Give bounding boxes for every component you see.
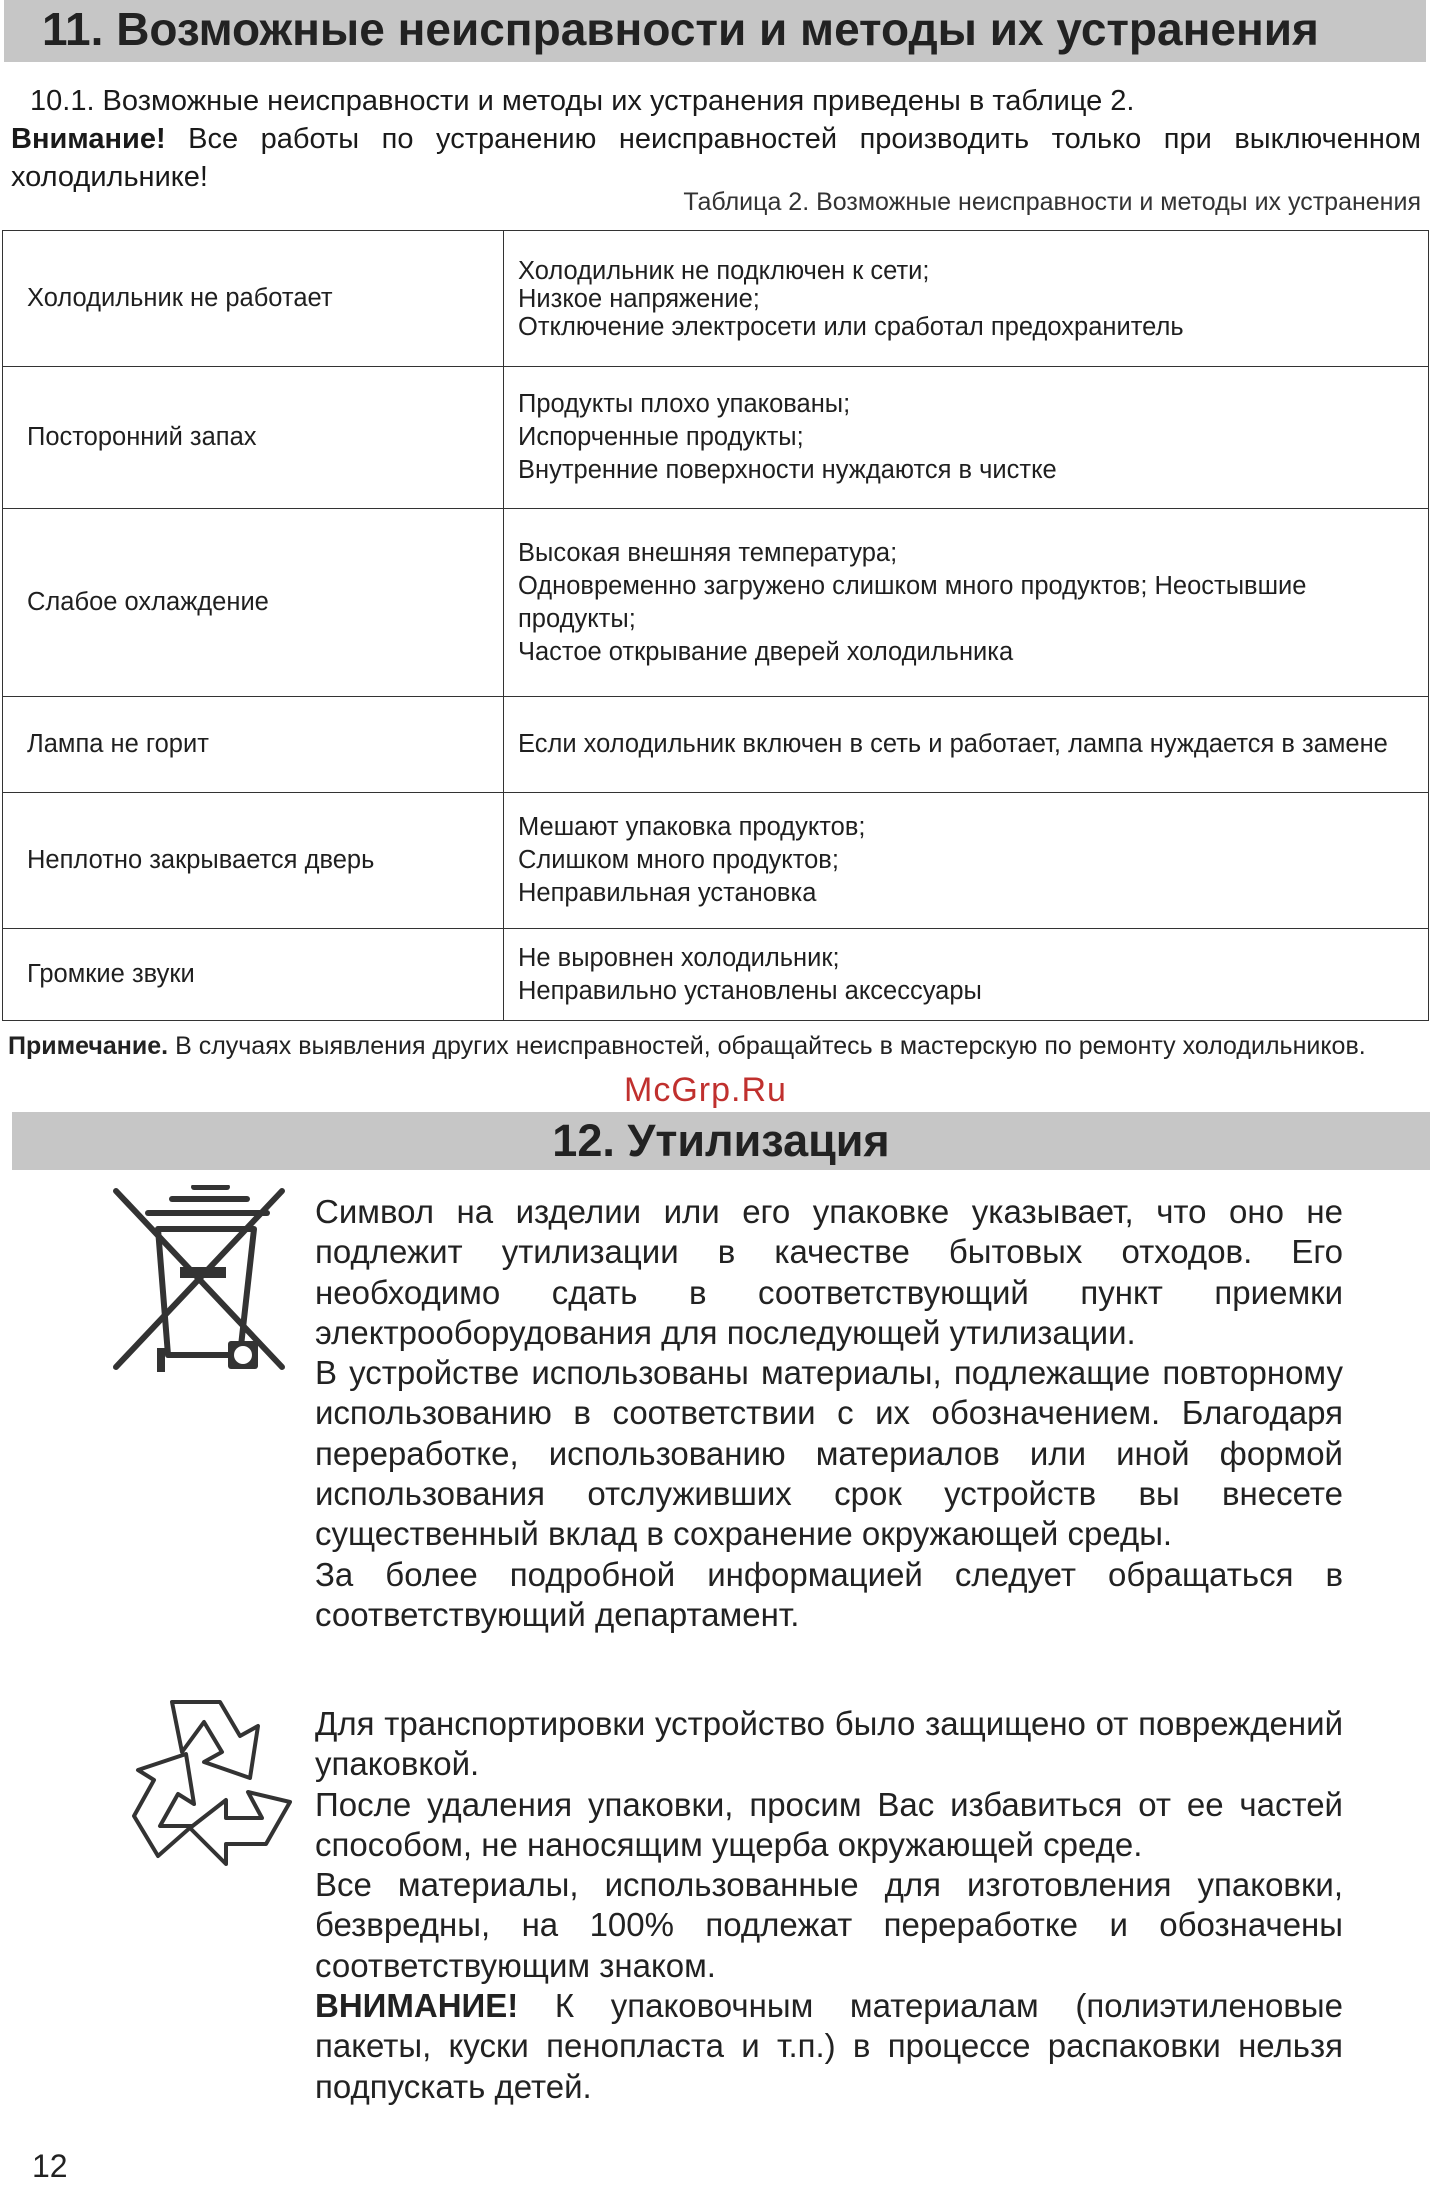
table-row — [3, 367, 1429, 509]
cause-cell — [504, 367, 1429, 509]
cause-line: Внутренние поверхности нуждаются в чистке — [518, 456, 1057, 484]
cause-cell — [504, 509, 1429, 697]
warning-paragraph — [315, 1986, 1343, 2107]
disposal-paragraph: За более подробной информацией следует обращаться в соответствующий департамент. — [315, 1555, 1343, 1633]
crossed-out-wheelie-bin-icon — [112, 1185, 290, 1375]
cause-line: Холодильник не подключен к сети; — [518, 256, 930, 285]
cause-cell — [504, 929, 1429, 1021]
recycling-arrows-icon — [112, 1692, 298, 1872]
table-row — [3, 231, 1429, 367]
cause-cell — [504, 793, 1429, 929]
cause-line: Испорченные продукты; — [518, 423, 804, 451]
section-11-heading: 11. Возможные неисправности и методы их устранения — [4, 0, 1426, 62]
fault-cell: Посторонний запах — [3, 367, 504, 509]
cause-line: Неправильно установлены аксессуары — [518, 976, 982, 1005]
table-row — [3, 929, 1429, 1021]
note-label: Примечание. — [8, 1032, 169, 1060]
cause-line: Мешают упаковка продуктов; — [518, 813, 866, 841]
packaging-paragraph: После удаления упаковки, просим Вас избавиться от ее частей способом, не наносящим ущерба окружающей среде. — [315, 1785, 1343, 1863]
disposal-paragraph: Символ на изделии или его упаковке указывает, что оно не подлежит утилизации в качестве бытовых отходов. Его необходимо сдать в соответствующий пункт приемки электрооборудования для последующей утилизации. — [315, 1193, 1343, 1351]
cause-line: Одновременно загружено слишком много продуктов; Неостывшие продукты; — [518, 571, 1307, 633]
packaging-text — [315, 1704, 1343, 2107]
fault-cell: Лампа не горит — [3, 697, 504, 793]
faults-table — [2, 230, 1429, 1021]
attention-paragraph — [11, 120, 1421, 196]
fault-cell: Холодильник не работает — [3, 231, 504, 367]
cause-line: Слишком много продуктов; — [518, 846, 839, 874]
table-row — [3, 509, 1429, 697]
cause-line: Если холодильник включен в сеть и работает, лампа нуждается в замене — [518, 730, 1388, 758]
cause-line: Отключение электросети или сработал предохранитель — [518, 312, 1184, 341]
disposal-paragraph: В устройстве использованы материалы, подлежащие повторному использованию в соответствии с их обозначением. Благодаря переработке, использованию материалов или иной формой использования отслуживших срок устройств вы внесете существенный вклад в сохранение окружающей среды. — [315, 1354, 1343, 1553]
cause-line: Не выровнен холодильник; — [518, 943, 840, 972]
table-caption: Таблица 2. Возможные неисправности и методы их устранения — [683, 188, 1421, 216]
table-row — [3, 697, 1429, 793]
cause-cell — [504, 697, 1429, 793]
note-paragraph — [8, 1030, 1426, 1063]
warning-text: К упаковочным материалам (полиэтиленовые пакеты, куски пенопласта и т.п.) в процессе распаковки нельзя подпускать детей. — [315, 1987, 1343, 2105]
section-12-heading: 12. Утилизация — [12, 1112, 1430, 1170]
page-number: 12 — [32, 2148, 68, 2184]
cause-line: Низкое напряжение; — [518, 284, 760, 313]
intro-paragraph: 10.1. Возможные неисправности и методы их устранения приведены в таблице 2. — [30, 85, 1135, 117]
cause-line: Частое открывание дверей холодильника — [518, 637, 1014, 666]
fault-cell: Слабое охлаждение — [3, 509, 504, 697]
cause-line: Высокая внешняя температура; — [518, 538, 898, 567]
cause-line: Неправильная установка — [518, 879, 817, 907]
disposal-text — [315, 1192, 1343, 1635]
warning-label: ВНИМАНИЕ! — [315, 1987, 519, 2025]
fault-cell: Неплотно закрывается дверь — [3, 793, 504, 929]
watermark: McGrp.Ru — [624, 1071, 787, 1109]
fault-cell: Громкие звуки — [3, 929, 504, 1021]
attention-label: Внимание! — [11, 123, 166, 155]
packaging-paragraph: Для транспортировки устройство было защищено от повреждений упаковкой. — [315, 1705, 1343, 1783]
attention-text: Все работы по устранению неисправностей производить только при выключенном холодильнике! — [11, 123, 1421, 193]
note-text: В случаях выявления других неисправностей, обращайтесь в мастерскую по ремонту холодильников. — [168, 1032, 1366, 1060]
table-row — [3, 793, 1429, 929]
cause-cell — [504, 231, 1429, 367]
cause-line: Продукты плохо упакованы; — [518, 390, 851, 418]
packaging-paragraph: Все материалы, использованные для изготовления упаковки, безвредны, на 100% подлежат переработке и обозначены соответствующим знаком. — [315, 1866, 1343, 1984]
